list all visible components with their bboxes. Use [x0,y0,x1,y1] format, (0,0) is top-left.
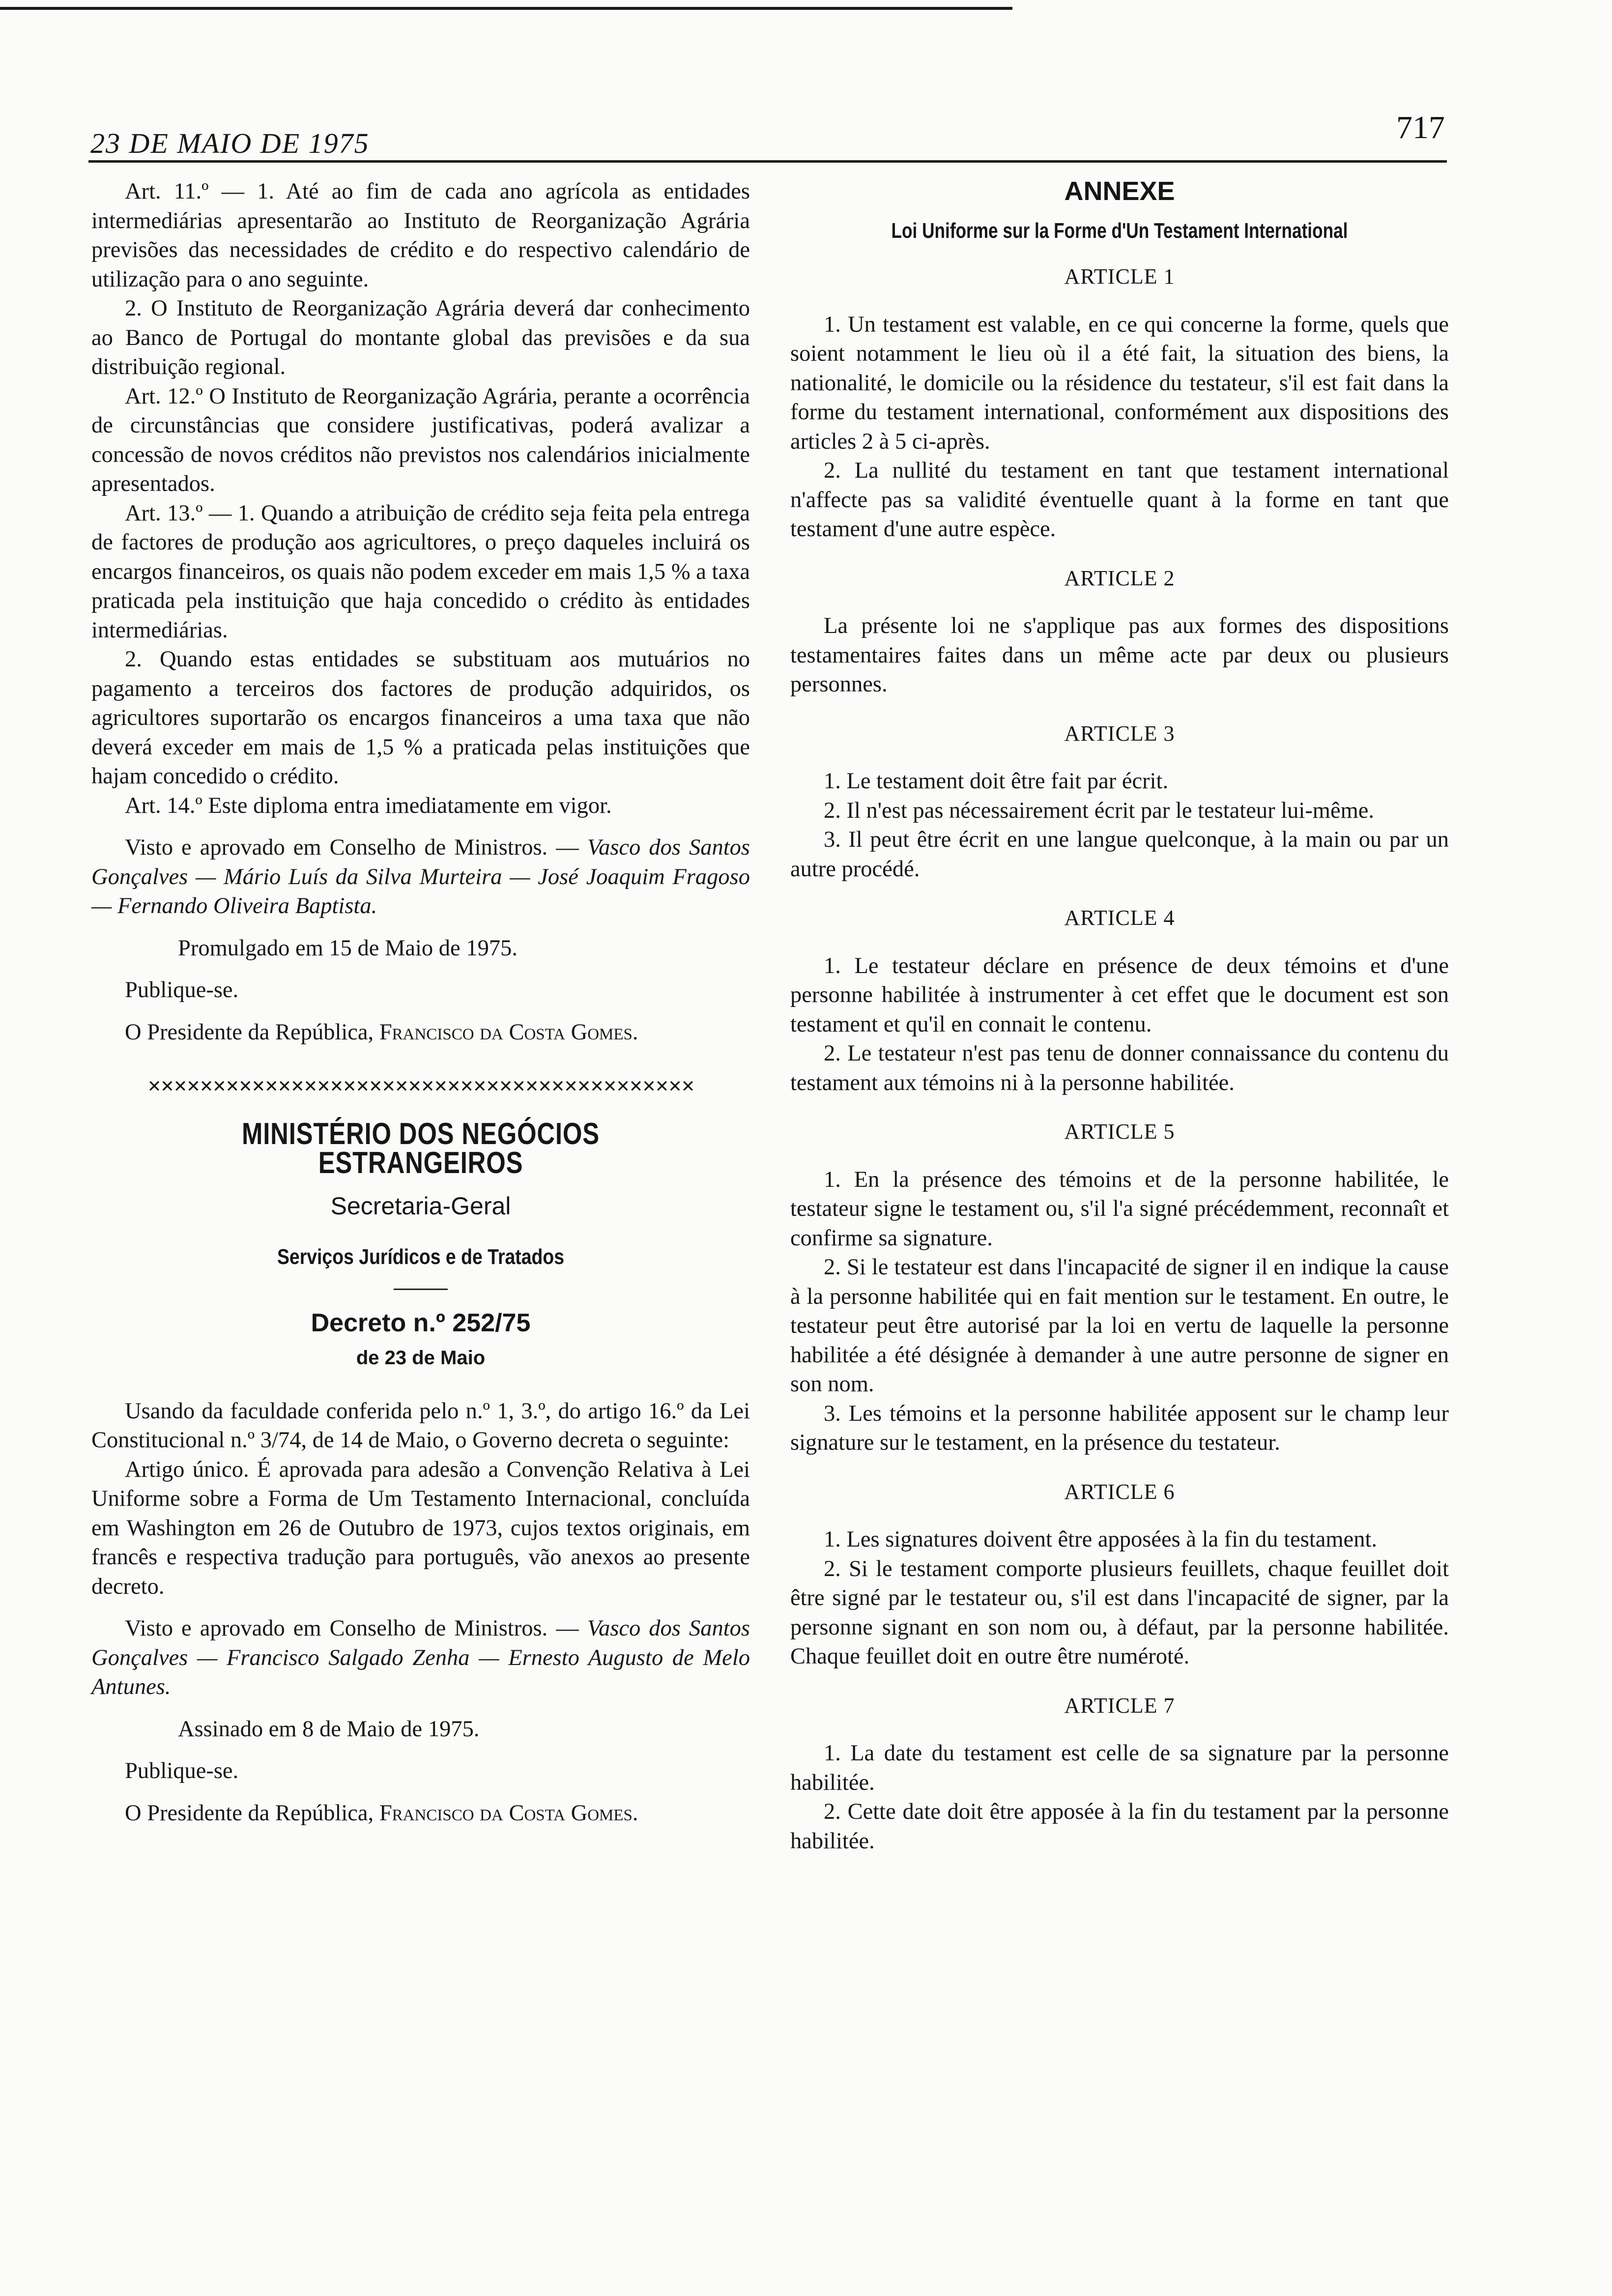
article-heading: ARTICLE 3 [1064,721,1175,746]
paragraph: 1. Les signatures doivent être apposées à la fin du testament. [824,1527,1377,1552]
servicos-heading: Serviços Jurídicos e de Tratados [277,1245,565,1269]
left-column [91,177,750,1828]
assinado: Assinado em 8 de Maio de 1975. [178,1716,480,1742]
paragraph: Usando da faculdade conferida pelo n.º 1, 3.º, do artigo 16.º da Lei Constitucional n.º 3/74, de 14 de Maio, o Governo decreta o seguinte: [91,1398,750,1453]
signatories: Vasco dos Santos Gonçalves — Francisco Salgado Zenha — Ernesto Augusto de Melo Antunes. [91,1616,750,1699]
presidente-signature [91,1799,750,1828]
presidente-signature [91,1018,750,1047]
decreto-title: Decreto n.º 252/75 [311,1308,531,1337]
paragraph: 1. Un testament est valable, en ce qui concerne la forme, quels que soient notamment le lieu où il a été fait, la situation des biens, la nationalité, le domicile ou la résidence du testateur, s'il est fait dans la forme du testament international, conformément aux dispositions des articles 2 à 5 ci-après. [790,312,1449,454]
page-number: 717 [1396,110,1445,145]
loi-heading: Loi Uniforme sur la Forme d'Un Testament International [891,218,1348,243]
short-divider [394,1289,448,1290]
ministry-heading: MINISTÉRIO DOS NEGÓCIOS ESTRANGEIROS [242,1117,600,1180]
visto-paragraph-1 [91,833,750,921]
header-rule [88,160,1447,163]
paragraph: 2. O Instituto de Reorganização Agrária deverá dar conhecimento ao Banco de Portugal do montante global das previsões e da sua distribuição regional. [91,296,750,379]
article-heading: ARTICLE 2 [1064,566,1175,590]
signatories: Vasco dos Santos Gonçalves — Mário Luís da Silva Murteira — José Joaquim Fragoso — Fernando Oliveira Baptista. [91,835,750,918]
annexe-heading: ANNEXE [1064,176,1175,206]
paragraph: 1. Le testateur déclare en présence de deux témoins et d'une personne habilitée à instrumenter à cet effet que le document est son testament et qu'il en connait le contenu. [790,953,1449,1037]
publique-se: Publique-se. [125,977,239,1003]
secretaria-heading: Secretaria-Geral [330,1192,511,1220]
right-column [790,177,1449,1856]
paragraph: 3. Les témoins et la personne habilitée apposent sur le champ leur signature sur le testament, en la présence du testateur. [790,1401,1449,1455]
paragraph: Art. 12.º O Instituto de Reorganização Agrária, perante a ocorrência de circunstâncias que considere justificativas, poderá avalizar a concessão de novos créditos não previstos nos calendários inicialmente apresentados. [91,383,750,496]
article-heading: ARTICLE 7 [1064,1693,1175,1718]
article-heading: ARTICLE 5 [1064,1119,1175,1144]
article-heading: ARTICLE 1 [1064,264,1175,288]
visto-paragraph-2 [91,1614,750,1702]
presidente-name: Francisco da Costa Gomes. [379,1800,638,1826]
paragraph: 2. Cette date doit être apposée à la fin du testament par la personne habilitée. [790,1799,1449,1854]
paragraph: Art. 13.º — 1. Quando a atribuição de crédito seja feita pela entrega de factores de produção aos agricultores, o preço daqueles incluirá os encargos financeiros, os quais não podem exceder em mais 1,5 % a taxa praticada pela instituição que haja concedido o crédito às entidades intermediárias. [91,500,750,643]
promulgado: Promulgado em 15 de Maio de 1975. [178,935,518,961]
paragraph: 2. La nullité du testament en tant que testament international n'affecte pas sa validité éventuelle quant à la forme en tant que testament d'une autre espèce. [790,458,1449,542]
paragraph: 2. Si le testament comporte plusieurs feuillets, chaque feuillet doit être signé par le testateur ou, s'il est dans l'incapacité de signer, par la personne signant en son nom ou, à défaut, par la personne habilitée. Chaque feuillet doit en outre être numéroté. [790,1556,1449,1669]
paragraph: 2. Le testateur n'est pas tenu de donner connaissance du contenu du testament aux témoins ni à la personne habilitée. [790,1041,1449,1095]
article-heading: ARTICLE 4 [1064,906,1175,930]
presidente-name: Francisco da Costa Gomes. [379,1019,638,1045]
publique-se: Publique-se. [125,1758,239,1783]
paragraph: 1. Le testament doit être fait par écrit. [824,769,1169,794]
visto-intro: Visto e aprovado em Conselho de Ministros. — [125,835,579,860]
paragraph: La présente loi ne s'applique pas aux formes des dispositions testamentaires faites dans un même acte par deux ou plusieurs personnes. [790,613,1449,697]
paragraph: 1. En la présence des témoins et de la personne habilitée, le testateur signe le testament ou, s'il l'a signé précédemment, reconnaît et confirme sa signature. [790,1167,1449,1251]
visto-intro: Visto e aprovado em Conselho de Ministros. — [125,1616,579,1641]
paragraph: 2. Il n'est pas nécessairement écrit par le testateur lui-même. [824,798,1375,823]
paragraph: 3. Il peut être écrit en une langue quelconque, à la main ou par un autre procédé. [790,827,1449,882]
presidente-prefix: O Presidente da República, [125,1800,374,1826]
paragraph: 2. Si le testateur est dans l'incapacité de signer il en indique la cause à la personne habilitée qui en fait mention sur le testament. En outre, le testateur peut être autorisé par la loi en vertu de laquelle la personne habilitée a été désignée à demander à une autre personne de signer en son nom. [790,1255,1449,1397]
ornament-divider: ✕✕✕✕✕✕✕✕✕✕✕✕✕✕✕✕✕✕✕✕✕✕✕✕✕✕✕✕✕✕✕✕✕✕✕✕✕✕✕✕✕✕ [147,1077,694,1096]
article-heading: ARTICLE 6 [1064,1479,1175,1504]
top-rule [0,7,1012,10]
presidente-prefix: O Presidente da República, [125,1019,374,1045]
header-date: 23 DE MAIO DE 1975 [90,127,370,159]
paragraph: Artigo único. É aprovada para adesão a Convenção Relativa à Lei Uniforme sobre a Forma de Um Testamento Internacional, concluída em Washington em 26 de Outubro de 1973, cujos textos originais, em francês e respectiva tradução para português, vão anexos ao presente decreto. [91,1457,750,1599]
paragraph: Art. 14.º Este diploma entra imediatamente em vigor. [125,793,612,818]
paragraph: Art. 11.º — 1. Até ao fim de cada ano agrícola as entidades intermediárias apresentarão ao Instituto de Reorganização Agrária previsões das necessidades de crédito e do respectivo calendário de utilização para o ano seguinte. [91,179,750,292]
paragraph: 2. Quando estas entidades se substituam aos mutuários no pagamento a terceiros dos factores de produção adquiridos, os agricultores suportarão os encargos financeiros a uma taxa que não deverá exceder em mais de 1,5 % a praticada pelas instituições que hajam concedido o crédito. [91,647,750,789]
paragraph: 1. La date du testament est celle de sa signature par la personne habilitée. [790,1741,1449,1795]
decreto-date: de 23 de Maio [356,1347,486,1369]
